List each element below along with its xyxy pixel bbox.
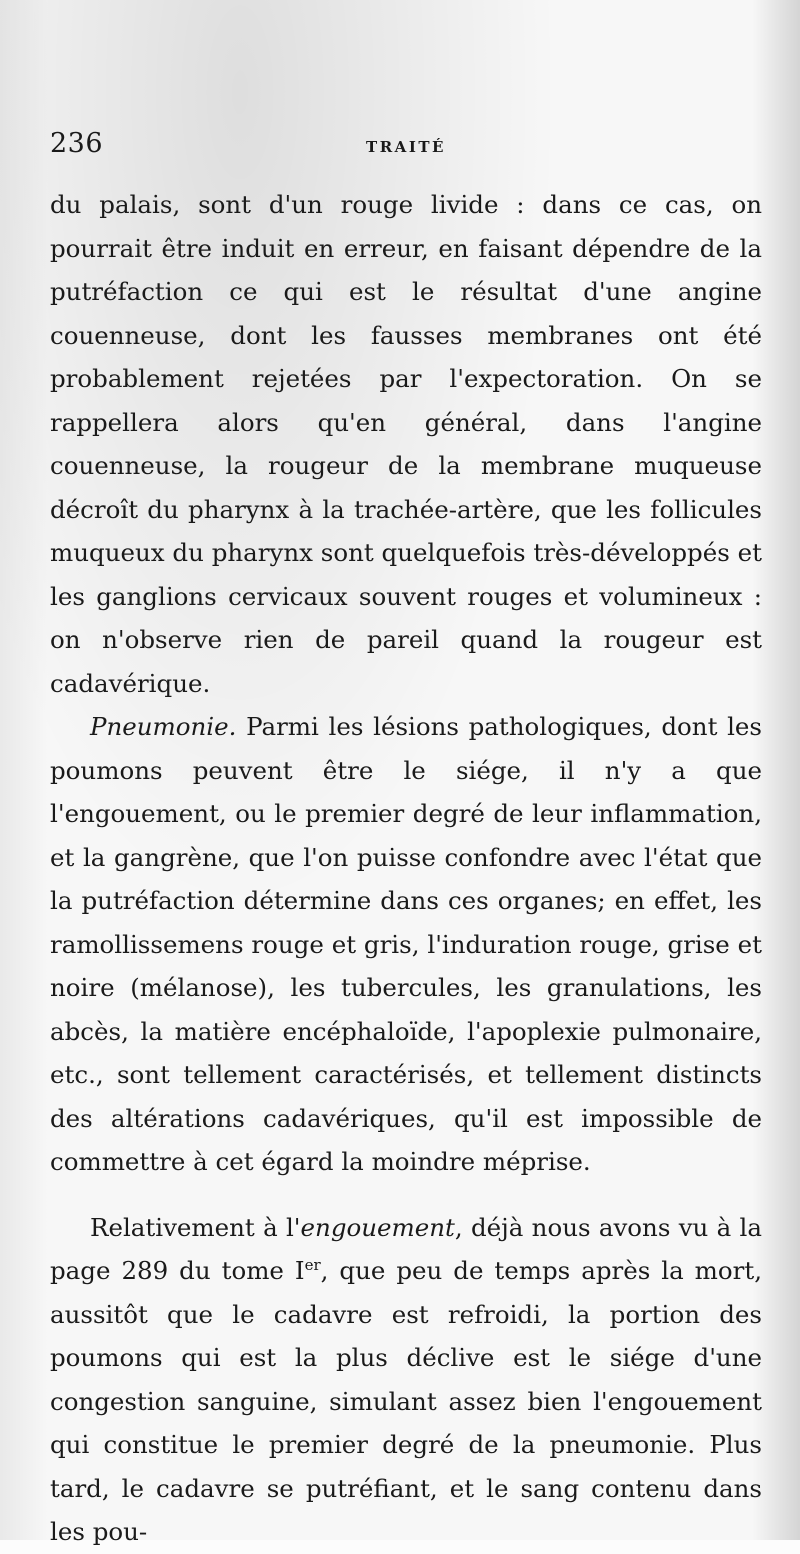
body-text <box>50 183 762 1554</box>
superscript-er: er <box>304 1255 321 1274</box>
page-number: 236 <box>50 128 104 159</box>
paragraph-text: du palais, sont d'un rouge livide : dans ce cas, on pourrait être induit en erreur, en faisant dépendre de la putréfaction ce qui est le résultat d'une angine couenneuse, dont les fausses membranes ont été probablement rejetées par l'expectoration. On se rappellera alors qu'en général, dans l'angine couenneuse, la rougeur de la membrane muqueuse décroît du pharynx à la trachée-artère, que les follicules muqueux du pharynx sont quelquefois très-développés et les ganglions cervicaux souvent rouges et volumineux : on n'observe rien de pareil quand la rougeur est cadavérique. <box>50 190 762 698</box>
paragraph-text-before: Relativement à l' <box>90 1212 301 1242</box>
paragraph-text-after: , que peu de temps après la mort, aussitôt que le cadavre est refroidi, la portion des poumons qui est la plus déclive est le siége d'une congestion sanguine, simulant assez bien l'engouement qui constitue le premier degré de la pneumonie. Plus tard, le cadavre se putréfiant, et le sang contenu dans les pou- <box>50 1256 762 1546</box>
paragraph-angine <box>50 183 762 705</box>
italic-term: engouement <box>300 1212 455 1242</box>
section-lead-italic: Pneumonie. <box>90 712 237 741</box>
running-title: TRAITÉ <box>366 138 446 156</box>
paragraph-engouement <box>50 1206 762 1554</box>
paragraph-text-middle: , déjà nous avons vu à la page 289 du tome I <box>50 1212 762 1285</box>
paragraph-text: Parmi les lésions pathologiques, dont les poumons peuvent être le siége, il n'y a que l'engouement, ou le premier degré de leur inflammation, et la gangrène, que l'on puisse confondre avec l'état que la putréfaction détermine dans ces organes; en effet, les ramollissemens rouge et gris, l'induration rouge, grise et noire (mélanose), les tubercules, les granulations, les abcès, la matière encéphaloïde, l'apoplexie pulmonaire, etc., sont tellement caractérisés, et tellement distincts des altérations cadavériques, qu'il est impossible de commettre à cet égard la moindre méprise. <box>50 712 762 1176</box>
paragraph-pneumonie <box>50 705 762 1184</box>
running-head <box>50 128 762 168</box>
